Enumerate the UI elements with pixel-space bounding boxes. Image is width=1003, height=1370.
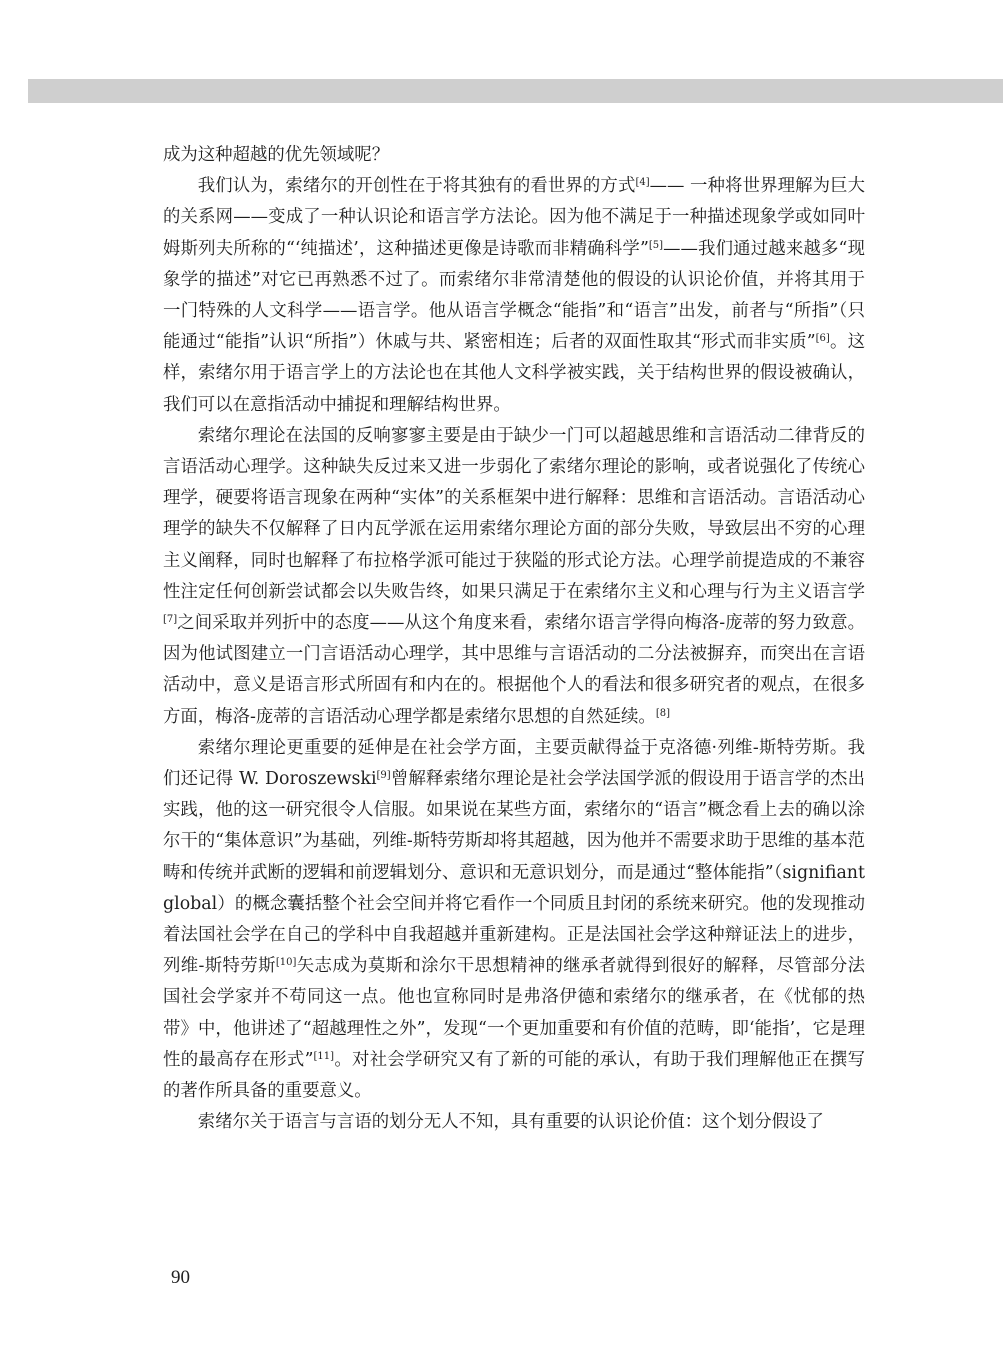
text-run: 曾解释索绪尔理论是社会学法国学派的假设用于语言学的杰出实践，他的这一研究很令人信服。如果说在某些方面，索绪尔的“语言”概念看上去的确以涂尔干的“集体意识”为基础，列维-斯特劳斯却将其超越，因为他并不需要求助于思维的基本范畴和传统并武断的逻辑和前逻辑划分、意识和无意识划分，而是通过“整体能指”（signifiant global）的概念囊括整个社会空间并将它看作一个同质且封闭的系统来研究。他的发现推动着法国社会学在自己的学科中自我超越并重新建构。正是法国社会学这种辩证法上的进步，列维-斯特劳斯 — [163, 769, 865, 977]
text-run: 成为这种超越的优先领域呢？ — [163, 145, 390, 165]
text-run: 之间采取并列折中的态度——从这个角度来看，索绪尔语言学得向梅洛-庞蒂的努力致意。因为他试图建立一门言语活动心理学，其中思维与言语活动的二分法被摒弃，而突出在言语活动中，意义是语言形式所固有和内在的。根据他个人的看法和很多研究者的观点，在很多方面，梅洛-庞蒂的言语活动心理学都是索绪尔思想的自然延续。 — [163, 613, 865, 727]
footnote-ref: [5] — [648, 239, 664, 251]
text-run: 。对社会学研究又有了新的可能的承认，有助于我们理解他正在撰写的著作所具备的重要意义。 — [163, 1049, 865, 1102]
footnote-ref: [11] — [313, 1050, 335, 1062]
page-number: 90 — [171, 1267, 190, 1288]
text-run: 索绪尔理论在法国的反响寥寥主要是由于缺少一门可以超越思维和言语活动二律背反的言语活动心理学。这种缺失反过来又进一步弱化了索绪尔理论的影响，或者说强化了传统心理学，硬要将语言现象在两种“实体”的关系框架中进行解释：思维和言语活动。言语活动心理学的缺失不仅解释了日内瓦学派在运用索绪尔理论方面的部分失败，导致层出不穷的心理主义阐释，同时也解释了布拉格学派可能过于狭隘的形式论方法。心理学前提造成的不兼容性注定任何创新尝试都会以失败告终，如果只满足于在索绪尔主义和心理与行为主义语言学 — [163, 425, 865, 602]
paragraph-5 — [163, 1107, 865, 1138]
text-run: 矢志成为莫斯和涂尔干思想精神的继承者就得到很好的解释，尽管部分法国社会学家并不苟同这一点。他也宣称同时是弗洛伊德和索绪尔的继承者，在《忧郁的热带》中，他讲述了“超越理性之外”，发现“一个更加重要和有价值的范畴，即‘能指’，它是理性的最高存在形式” — [163, 956, 865, 1070]
text-run: 我们认为，索绪尔的开创性在于将其独有的看世界的方式 — [197, 176, 636, 197]
paragraph-4 — [163, 733, 865, 1107]
text-run: 索绪尔理论更重要的延伸是在社会学方面，主要贡献得益于克洛德·列维-斯特劳斯。我们还记得 W. Doroszewski — [163, 737, 865, 790]
footnote-ref: [8] — [655, 707, 670, 719]
header-bar — [28, 79, 1003, 103]
paragraph-1 — [163, 140, 865, 171]
text-run: —— 一种将世界理解为巨大的关系网——变成了一种认识论和语言学方法论。因为他不满足于一种描述现象学或如同叶姆斯列夫所称的“‘纯描述’，这种描述更像是诗歌而非精确科学” — [163, 176, 865, 259]
paragraph-3 — [163, 421, 865, 733]
text-run: ——我们通过越来越多“现象学的描述”对它已再熟悉不过了。而索绪尔非常清楚他的假设的认识论价值，并将其用于一门特殊的人文科学——语言学。他从语言学概念“能指”和“语言”出发，前者与“所指”（只能通过“能指”认识“所指”）休戚与共、紧密相连；后者的双面性取其“形式而非实质” — [163, 238, 865, 353]
text-run: 。这样，索绪尔用于语言学上的方法论也在其他人文科学被实践，关于结构世界的假设被确认，我们可以在意指活动中捕捉和理解结构世界。 — [163, 332, 865, 415]
footnote-ref: [4] — [635, 177, 650, 189]
footnote-ref: [7] — [163, 614, 178, 626]
paragraph-2 — [163, 171, 865, 421]
footnote-ref: [9] — [376, 770, 391, 782]
body-text — [163, 140, 865, 1139]
footnote-ref: [6] — [815, 333, 830, 345]
footnote-ref: [10] — [275, 957, 297, 969]
text-run: 索绪尔关于语言与言语的划分无人不知，具有重要的认识论价值：这个划分假设了 — [197, 1112, 824, 1133]
